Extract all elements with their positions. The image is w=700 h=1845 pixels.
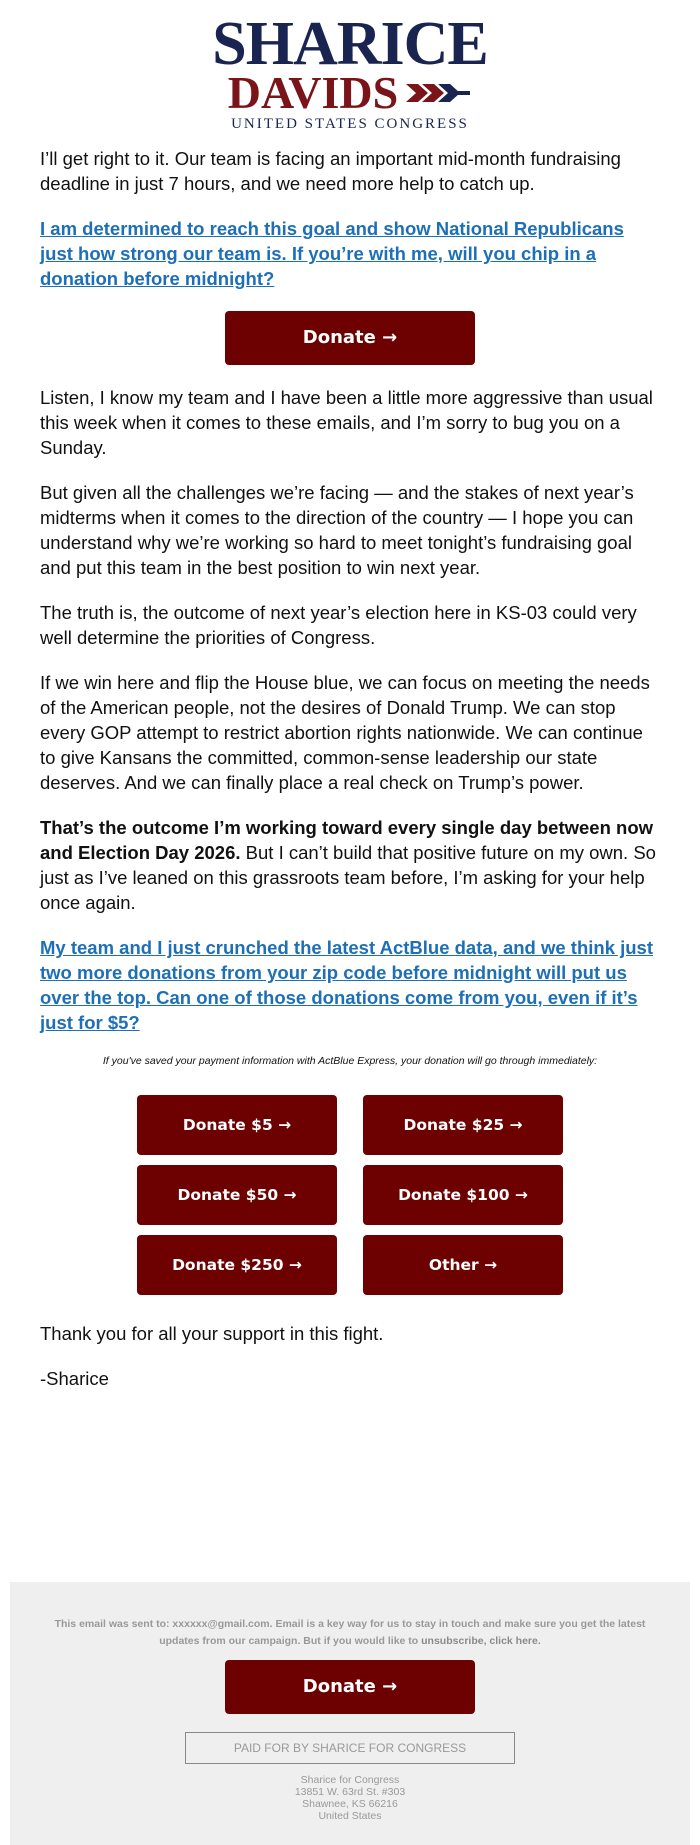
actblue-express-note: If you've saved your payment information with ActBlue Express, your donation will go through immediately: (102, 1055, 598, 1067)
outcome-rest-text: But I can’t build that positive future on my own. So just as I’ve leaned on this grassroots team before, I’m asking for your help once again. (40, 842, 656, 913)
actblue-data-link[interactable]: My team and I just crunched the latest ActBlue data, and we think just two more donations from your zip code before midnight will put us over the top. Can one of those donations come from you, even if it’s just for $5? (40, 937, 654, 1033)
signoff: -Sharice (40, 1368, 109, 1389)
donate-100-button[interactable]: Donate $100 → (363, 1165, 563, 1225)
logo-last-name: DAVIDS (227, 67, 399, 118)
donate-button[interactable]: Donate → (225, 311, 475, 365)
donate-5-button[interactable]: Donate $5 → (137, 1095, 337, 1155)
paragraph-ks03: The truth is, the outcome of next year’s election here in KS-03 could very well determine the priorities of Congress. (40, 602, 637, 648)
donation-appeal-link[interactable]: I am determined to reach this goal and show National Republicans just how strong our team is. If you’re with me, will you chip in a donation before midnight? (40, 218, 624, 289)
paragraph-challenges: But given all the challenges we’re facing — and the stakes of next year’s midterms when it comes to the direction of the country — I hope you can understand why we’re working so hard to meet tonight’s fundraising goal and put this team in the best position to win next year. (40, 482, 634, 578)
outcome-bold-text: That’s the outcome I’m working toward every single day between now and Election Day 2026. (40, 817, 654, 863)
mailing-address (10, 1774, 690, 1822)
donate-other-button[interactable]: Other → (363, 1235, 563, 1295)
paragraph-apology: Listen, I know my team and I have been a little more aggressive than usual this week when it comes to these emails, and I’m sorry to bug you on a Sunday. (40, 387, 653, 458)
paragraph-flip-house: If we win here and flip the House blue, we can focus on meeting the needs of the American people, not the desires of Donald Trump. We can stop every GOP attempt to restrict abortion rights nationwide. We can continue to give Kansans the committed, common-sense leadership our state deserves. And we can finally place a real check on Trump’s power. (40, 672, 650, 793)
address-line: Shawnee, KS 66216 (302, 1798, 398, 1810)
paid-for-box: PAID FOR BY SHARICE FOR CONGRESS (185, 1732, 515, 1764)
paragraph-outcome (40, 815, 660, 915)
email-body (40, 146, 660, 1411)
address-line: Sharice for Congress (300, 1774, 400, 1786)
footer-sent-text: This email was sent to: xxxxxx@gmail.com. Email is a key way for us to stay in touch and make sure you get the latest updates from our campaign. But if you would like to (54, 1618, 646, 1647)
footer-donate-button[interactable]: Donate → (225, 1660, 475, 1714)
unsubscribe-link[interactable]: unsubscribe, click here. (421, 1635, 541, 1647)
address-line: 13851 W. 63rd St. #303 (294, 1786, 406, 1798)
address-line: United States (318, 1810, 382, 1822)
donate-250-button[interactable]: Donate $250 → (137, 1235, 337, 1295)
email-footer (10, 1582, 690, 1845)
logo-first-name: SHARICE (212, 10, 488, 78)
campaign-logo (0, 10, 700, 133)
thank-you-text: Thank you for all your support in this fight. (40, 1323, 384, 1344)
chevron-arrows-icon (406, 82, 472, 104)
donate-50-button[interactable]: Donate $50 → (137, 1165, 337, 1225)
donate-25-button[interactable]: Donate $25 → (363, 1095, 563, 1155)
logo-subtitle: UNITED STATES CONGRESS (231, 116, 469, 132)
intro-paragraph: I’ll get right to it. Our team is facing an important mid-month fundraising deadline in just 7 hours, and we need more help to catch up. (40, 148, 621, 194)
donation-amount-grid (40, 1095, 660, 1295)
footer-disclaimer (50, 1616, 650, 1650)
